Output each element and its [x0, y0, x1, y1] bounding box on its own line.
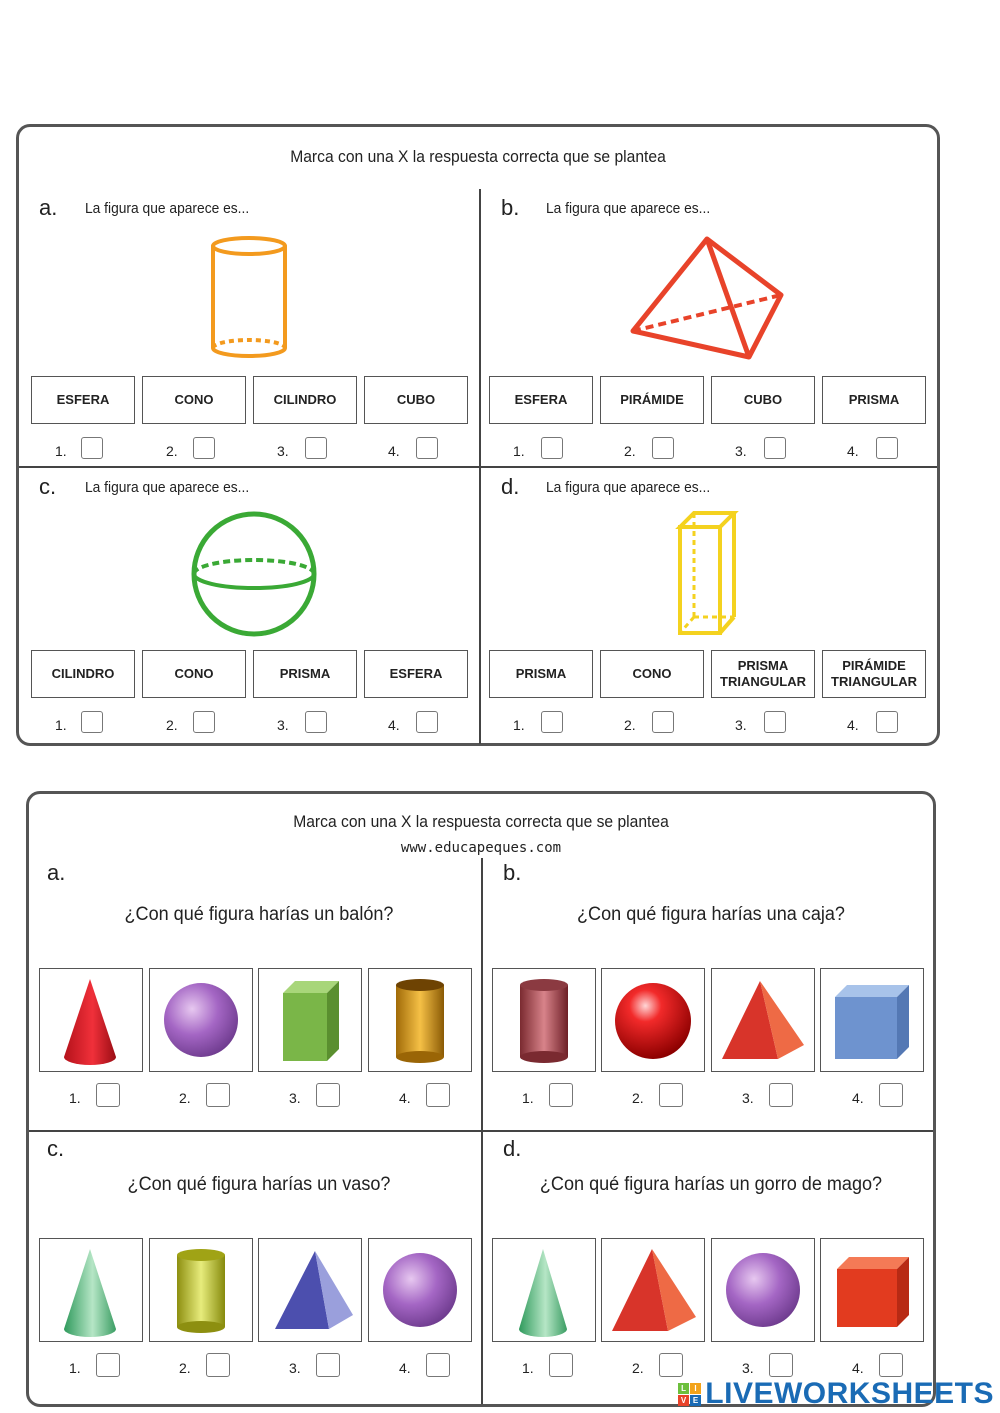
option-label: ESFERA	[364, 650, 468, 698]
liveworksheets-logo-icon: L I V E	[678, 1383, 701, 1406]
shape-option	[149, 968, 253, 1072]
sphere-purple-icon	[150, 969, 252, 1071]
option-label: PRISMA TRIANGULAR	[711, 650, 815, 698]
option-number: 4.	[852, 1360, 864, 1376]
answer-checkbox[interactable]	[316, 1353, 340, 1377]
option-label: PIRÁMIDE	[600, 376, 704, 424]
answer-checkbox[interactable]	[206, 1083, 230, 1107]
answer-checkbox[interactable]	[879, 1353, 903, 1377]
option-number: 3.	[742, 1090, 754, 1106]
option-label: CONO	[142, 650, 246, 698]
section-question: ¿Con qué figura harías un balón?	[124, 904, 394, 925]
answer-checkbox[interactable]	[659, 1083, 683, 1107]
option-label: PRISMA	[822, 376, 926, 424]
option-number: 2.	[179, 1090, 191, 1106]
answer-checkbox[interactable]	[316, 1083, 340, 1107]
worksheet-2-title: Marca con una X la respuesta correcta que se plantea	[293, 812, 669, 831]
section-letter: c.	[47, 1136, 65, 1161]
option-label: CILINDRO	[31, 650, 135, 698]
section-letter: b.	[503, 860, 522, 885]
option-number: 3.	[742, 1360, 754, 1376]
section-prompt: La figura que aparece es...	[85, 200, 250, 217]
answer-checkbox[interactable]	[879, 1083, 903, 1107]
liveworksheets-logo[interactable]	[678, 1377, 994, 1411]
option-number: 2.	[166, 717, 178, 733]
website-url: www.educapeques.com	[400, 840, 562, 856]
section-question: ¿Con qué figura harías un vaso?	[127, 1174, 391, 1195]
section-letter: d.	[503, 1136, 522, 1161]
option-number: 2.	[166, 443, 178, 459]
answer-checkbox[interactable]	[541, 711, 563, 733]
answer-checkbox[interactable]	[541, 437, 563, 459]
option-number: 3.	[277, 443, 289, 459]
option-number: 3.	[277, 717, 289, 733]
answer-checkbox[interactable]	[416, 711, 438, 733]
option-number: 4.	[399, 1360, 411, 1376]
shape-option	[601, 1238, 705, 1342]
option-label: CUBO	[711, 376, 815, 424]
sphere-purple-icon	[712, 1239, 814, 1341]
answer-checkbox[interactable]	[305, 437, 327, 459]
option-number: 1.	[55, 443, 67, 459]
answer-checkbox[interactable]	[876, 711, 898, 733]
option-number: 1.	[69, 1090, 81, 1106]
option-number: 3.	[735, 717, 747, 733]
option-number: 2.	[179, 1360, 191, 1376]
shape-option	[368, 968, 472, 1072]
shape-option	[149, 1238, 253, 1342]
pyramid-blue-icon	[259, 1239, 361, 1341]
option-number: 1.	[513, 443, 525, 459]
shape-option	[711, 1238, 815, 1342]
option-number: 2.	[624, 443, 636, 459]
option-number: 1.	[69, 1360, 81, 1376]
option-label: ESFERA	[31, 376, 135, 424]
option-number: 1.	[522, 1090, 534, 1106]
answer-checkbox[interactable]	[769, 1083, 793, 1107]
cone-red-icon	[40, 969, 142, 1071]
section-letter: a.	[47, 860, 66, 885]
answer-checkbox[interactable]	[193, 437, 215, 459]
section-letter: b.	[501, 195, 520, 220]
answer-checkbox[interactable]	[193, 711, 215, 733]
answer-checkbox[interactable]	[652, 711, 674, 733]
worksheet-2	[26, 791, 936, 1407]
option-number: 1.	[55, 717, 67, 733]
answer-checkbox[interactable]	[769, 1353, 793, 1377]
cylinder-olive-icon	[150, 1239, 252, 1341]
cone-green-icon	[493, 1239, 595, 1341]
answer-checkbox[interactable]	[659, 1353, 683, 1377]
sphere-purple-icon	[369, 1239, 471, 1341]
shape-option	[368, 1238, 472, 1342]
option-label: CONO	[142, 376, 246, 424]
answer-checkbox[interactable]	[96, 1083, 120, 1107]
cone-green-icon	[40, 1239, 142, 1341]
option-number: 2.	[632, 1360, 644, 1376]
section-prompt: La figura que aparece es...	[85, 479, 250, 496]
cylinder-maroon-icon	[493, 969, 595, 1071]
answer-checkbox[interactable]	[416, 437, 438, 459]
pyramid-red-icon	[712, 969, 814, 1071]
option-number: 4.	[399, 1090, 411, 1106]
answer-checkbox[interactable]	[549, 1083, 573, 1107]
cube-red-icon	[821, 1239, 923, 1341]
divider-horizontal	[19, 466, 937, 468]
section-question: ¿Con qué figura harías un gorro de mago?	[539, 1174, 883, 1195]
worksheet-1-title: Marca con una X la respuesta correcta que se plantea	[290, 147, 666, 166]
section-prompt: La figura que aparece es...	[546, 479, 711, 496]
answer-checkbox[interactable]	[652, 437, 674, 459]
shape-option	[711, 968, 815, 1072]
shape-option	[258, 1238, 362, 1342]
sphere-red-icon	[602, 969, 704, 1071]
sphere-green-icon	[189, 509, 319, 639]
option-number: 4.	[852, 1090, 864, 1106]
pyramid-red-icon	[602, 1239, 704, 1341]
section-question: ¿Con qué figura harías una caja?	[577, 904, 845, 925]
divider-horizontal	[29, 1130, 933, 1132]
answer-checkbox[interactable]	[81, 711, 103, 733]
shape-option	[820, 968, 924, 1072]
prism-green-icon	[259, 969, 361, 1071]
option-number: 4.	[847, 717, 859, 733]
option-number: 3.	[289, 1090, 301, 1106]
answer-checkbox[interactable]	[549, 1353, 573, 1377]
answer-checkbox[interactable]	[764, 437, 786, 459]
shape-option	[601, 968, 705, 1072]
option-label: PIRÁMIDE TRIANGULAR	[822, 650, 926, 698]
option-number: 2.	[632, 1090, 644, 1106]
option-number: 4.	[388, 443, 400, 459]
prism-yellow-icon	[674, 507, 744, 639]
answer-checkbox[interactable]	[81, 437, 103, 459]
option-number: 2.	[624, 717, 636, 733]
option-number: 3.	[289, 1360, 301, 1376]
option-label: PRISMA	[489, 650, 593, 698]
option-label: CILINDRO	[253, 376, 357, 424]
answer-checkbox[interactable]	[426, 1083, 450, 1107]
pyramid-red-icon	[627, 233, 787, 363]
option-number: 3.	[735, 443, 747, 459]
option-label: CUBO	[364, 376, 468, 424]
answer-checkbox[interactable]	[876, 437, 898, 459]
section-letter: d.	[501, 474, 520, 499]
option-number: 1.	[522, 1360, 534, 1376]
section-prompt: La figura que aparece es...	[546, 200, 711, 217]
answer-checkbox[interactable]	[206, 1353, 230, 1377]
answer-checkbox[interactable]	[96, 1353, 120, 1377]
worksheet-1	[16, 124, 940, 746]
option-label: CONO	[600, 650, 704, 698]
section-letter: c.	[39, 474, 57, 499]
shape-option	[820, 1238, 924, 1342]
shape-option	[492, 968, 596, 1072]
cube-blue-icon	[821, 969, 923, 1071]
shape-option	[258, 968, 362, 1072]
option-number: 4.	[847, 443, 859, 459]
shape-option	[492, 1238, 596, 1342]
section-letter: a.	[39, 195, 58, 220]
answer-checkbox[interactable]	[426, 1353, 450, 1377]
option-label: PRISMA	[253, 650, 357, 698]
liveworksheets-wordmark: LIVEWORKSHEETS	[705, 1377, 994, 1410]
answer-checkbox[interactable]	[305, 711, 327, 733]
cylinder-orange-icon	[204, 232, 294, 362]
shape-option	[39, 1238, 143, 1342]
answer-checkbox[interactable]	[764, 711, 786, 733]
option-number: 4.	[388, 717, 400, 733]
option-label: ESFERA	[489, 376, 593, 424]
shape-option	[39, 968, 143, 1072]
cylinder-gold-icon	[369, 969, 471, 1071]
option-number: 1.	[513, 717, 525, 733]
